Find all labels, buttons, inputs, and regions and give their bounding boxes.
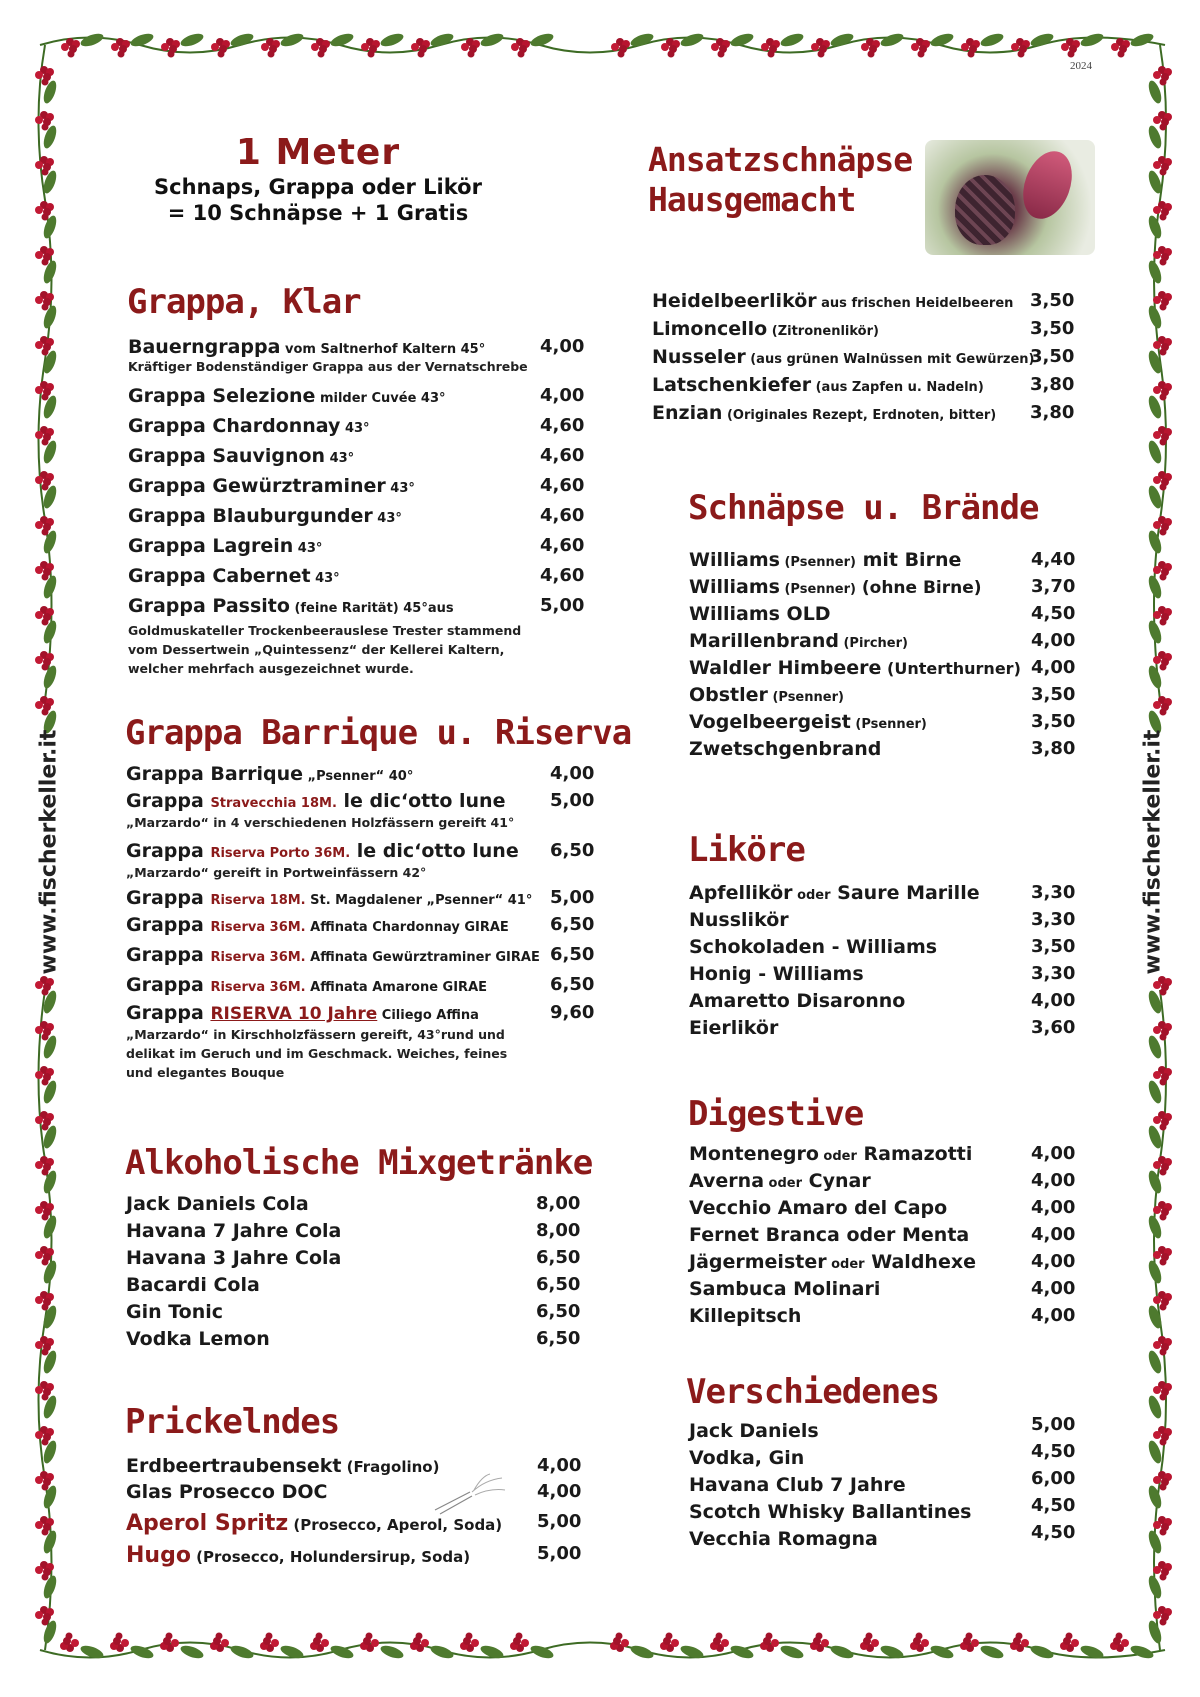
menu-row xyxy=(126,1247,596,1274)
section-title-ansatz xyxy=(648,140,912,220)
grape-cluster-icon xyxy=(260,1633,279,1653)
item-name: Grappa Passito xyxy=(128,595,290,617)
grape-cluster-icon xyxy=(1153,696,1172,716)
menu-row: Honig - Williams 3,30 xyxy=(689,963,1076,985)
item-name: Havana 3 Jahre Cola xyxy=(126,1247,342,1269)
menu-row: Grappa RISERVA 10 Jahre Ciliego Affina 9,60 xyxy=(126,1002,595,1024)
grape-cluster-icon xyxy=(210,1633,229,1653)
section-title-grappa-klar: Grappa, Klar xyxy=(127,282,361,322)
website-left: www.fischerkeller.it xyxy=(36,729,62,975)
item-name: Bauerngrappa xyxy=(128,336,281,358)
vine-leaf-icon xyxy=(779,1643,805,1661)
grape-cluster-icon xyxy=(1153,111,1172,131)
item-price: 4,60 xyxy=(540,565,585,586)
section-title-prickelndes: Prickelndes xyxy=(125,1402,340,1442)
vine-leaf-icon xyxy=(379,1643,405,1661)
grape-cluster-icon xyxy=(410,1633,429,1653)
item-price: 4,40 xyxy=(1031,549,1076,570)
item-name: Grappa Cabernet xyxy=(128,565,311,587)
grape-cluster-icon xyxy=(61,38,80,58)
menu-row xyxy=(126,1301,596,1328)
menu-row: Grappa Riserva 18M. St. Magdalener „Psenner“ 41° 5,00 xyxy=(126,887,595,909)
vine-leaf-icon xyxy=(979,1643,1005,1661)
menu-row xyxy=(128,565,588,595)
menu-row xyxy=(689,1441,1089,1468)
item-price: 5,00 xyxy=(550,790,595,811)
menu-row xyxy=(128,475,588,505)
vine-leaf-icon xyxy=(1029,1643,1055,1661)
digestive-list xyxy=(689,1143,1089,1332)
grape-cluster-icon xyxy=(1153,1381,1172,1401)
item-detail: 43° xyxy=(340,421,370,436)
item-price: 4,50 xyxy=(1031,1495,1076,1516)
grape-cluster-icon xyxy=(1153,201,1172,221)
vine-leaf-icon xyxy=(179,31,205,49)
item-price: 8,00 xyxy=(536,1193,581,1214)
grape-cluster-icon xyxy=(1061,38,1080,58)
item-price: 4,60 xyxy=(540,445,585,466)
menu-row: Enzian (Originales Rezept, Erdnoten, bitter) 3,80 xyxy=(652,402,1075,424)
menu-row xyxy=(128,385,588,415)
item-price: 4,00 xyxy=(537,1455,582,1476)
menu-row: Heidelbeerlikör aus frischen Heidelbeeren 3,50 xyxy=(652,290,1075,312)
promo-title: 1 Meter xyxy=(235,132,401,173)
item-price: 4,60 xyxy=(540,415,585,436)
grape-cluster-icon xyxy=(160,1633,179,1653)
item-price: 9,60 xyxy=(550,1002,595,1023)
item-price: 6,50 xyxy=(550,974,595,995)
schnaepse-list xyxy=(689,549,1089,765)
grape-cluster-icon xyxy=(1153,381,1172,401)
grape-cluster-icon xyxy=(661,38,680,58)
vine-leaf-icon xyxy=(129,1643,155,1661)
grape-cluster-icon xyxy=(1153,606,1172,626)
verschiedenes-list xyxy=(689,1414,1089,1549)
vine-leaf-icon xyxy=(979,31,1005,49)
section-title-grappa-barrique: Grappa Barrique u. Riserva xyxy=(125,713,632,753)
item-price: 6,50 xyxy=(536,1328,581,1349)
grape-cluster-icon xyxy=(1111,38,1130,58)
grape-cluster-icon xyxy=(211,38,230,58)
item-name: Aperol Spritz xyxy=(126,1511,289,1536)
vine-leaf-icon xyxy=(679,31,705,49)
vine-leaf-icon xyxy=(779,31,805,49)
menu-row xyxy=(128,415,588,445)
menu-row: Nusseler (aus grünen Walnüssen mit Gewürzen) 3,50 xyxy=(652,346,1075,368)
item-price: 3,30 xyxy=(1031,963,1076,984)
item-detail: 43° xyxy=(372,511,402,526)
item-price: 6,50 xyxy=(550,914,595,935)
grape-cluster-icon xyxy=(311,38,330,58)
vine-leaf-icon xyxy=(629,1643,655,1661)
item-name: Havana 7 Jahre Cola xyxy=(126,1220,342,1242)
menu-row: Grappa Barrique „Psenner“ 40° 4,00 xyxy=(126,763,595,785)
grape-cluster-icon xyxy=(1153,1246,1172,1266)
vine-leaf-icon xyxy=(1129,1643,1155,1661)
menu-row: Obstler (Psenner) 3,50 xyxy=(689,684,1076,706)
grape-cluster-icon xyxy=(1153,1111,1172,1131)
item-name: Jack Daniels Cola xyxy=(126,1193,309,1215)
item-price: 6,50 xyxy=(550,944,595,965)
vine-leaf-icon xyxy=(829,1643,855,1661)
item-name: Grappa Lagrein xyxy=(128,535,294,557)
promo-block xyxy=(120,132,516,225)
promo-line-1: Schnaps, Grappa oder Likör xyxy=(154,175,482,199)
menu-row: Grappa Riserva 36M. Affinata Gewürztraminer GIRAE 6,50 xyxy=(126,944,595,966)
grape-cluster-icon xyxy=(911,38,930,58)
menu-row: Grappa Stravecchia 18M. le dic‘otto lune 5,00 xyxy=(126,790,595,812)
menu-row: Grappa Riserva 36M. Affinata Amarone GIRAE 6,50 xyxy=(126,974,595,996)
item-price: 3,50 xyxy=(1030,318,1075,339)
item-price: 3,30 xyxy=(1031,882,1076,903)
menu-row: Waldler Himbeere (Unterthurner) 4,00 xyxy=(689,657,1076,679)
item-price: 4,50 xyxy=(1031,1441,1076,1462)
grape-cluster-icon xyxy=(710,1633,729,1653)
vine-leaf-icon xyxy=(79,31,105,49)
grape-cluster-icon xyxy=(1153,976,1172,996)
item-price: 6,50 xyxy=(536,1247,581,1268)
menu-row: Killepitsch 4,00 xyxy=(689,1305,1076,1327)
menu-row: Williams (Psenner) (ohne Birne) 3,70 xyxy=(689,576,1076,598)
item-name: Glas Prosecco DOC xyxy=(126,1481,328,1503)
menu-row: Grappa Riserva 36M. Affinata Chardonnay GIRAE 6,50 xyxy=(126,914,595,936)
website-right: www.fischerkeller.it xyxy=(1140,729,1166,975)
menu-row xyxy=(689,1414,1089,1441)
grape-cluster-icon xyxy=(1153,1561,1172,1581)
item-price: 6,50 xyxy=(536,1274,581,1295)
item-price: 5,00 xyxy=(540,595,585,616)
item-price: 4,00 xyxy=(1031,1143,1076,1164)
grape-cluster-icon xyxy=(810,1633,829,1653)
item-price: 4,00 xyxy=(1031,1197,1076,1218)
menu-row xyxy=(126,1274,596,1301)
item-price: 3,50 xyxy=(1031,684,1076,705)
grape-cluster-icon xyxy=(1153,1426,1172,1446)
menu-row xyxy=(126,1328,596,1355)
item-price: 5,00 xyxy=(550,887,595,908)
grape-cluster-icon xyxy=(811,38,830,58)
grape-cluster-icon xyxy=(1153,1336,1172,1356)
vine-leaf-icon xyxy=(1129,31,1155,49)
item-price: 8,00 xyxy=(536,1220,581,1241)
item-detail: 43° xyxy=(310,571,340,586)
item-price: 4,50 xyxy=(1031,1522,1076,1543)
item-price: 4,00 xyxy=(1031,1170,1076,1191)
menu-row: Vecchio Amaro del Capo 4,00 xyxy=(689,1197,1076,1219)
grape-cluster-icon xyxy=(360,1633,379,1653)
item-price: 3,50 xyxy=(1031,711,1076,732)
item-price: 5,00 xyxy=(537,1511,582,1532)
grape-cluster-icon xyxy=(1153,1021,1172,1041)
item-note: Kräftiger Bodenständiger Grappa aus der Vernatschrebe xyxy=(128,359,528,374)
item-name: Hugo xyxy=(126,1543,191,1568)
menu-row: Vogelbeergeist (Psenner) 3,50 xyxy=(689,711,1076,733)
item-note: „Marzardo“ in Kirschholzfässern gereift, 43°rund und delikat im Geruch und im Geschmack. Weiches, feines und elegantes Bouque xyxy=(126,1027,508,1080)
vine-leaf-icon xyxy=(879,31,905,49)
item-price: 4,00 xyxy=(550,763,595,784)
menu-row xyxy=(128,595,588,621)
item-price: 4,00 xyxy=(1031,1305,1076,1326)
item-price: 4,60 xyxy=(540,475,585,496)
year-label: 2024 xyxy=(1070,60,1092,72)
vine-leaf-icon xyxy=(279,31,305,49)
menu-row: Zwetschgenbrand 3,80 xyxy=(689,738,1076,760)
grape-cluster-icon xyxy=(1153,66,1172,86)
grape-cluster-icon xyxy=(660,1633,679,1653)
menu-row: Aperol Spritz (Prosecco, Aperol, Soda) 5,00 xyxy=(126,1511,582,1536)
item-name: Grappa Gewürztraminer xyxy=(128,475,386,497)
item-price: 5,00 xyxy=(1031,1414,1076,1435)
menu-row: Erdbeertraubensekt (Fragolino) 4,00 xyxy=(126,1455,582,1477)
item-name: Latschenkiefer xyxy=(652,374,812,396)
grape-cluster-icon xyxy=(1110,1633,1129,1653)
grappa-klar-list xyxy=(128,336,588,678)
section-title-verschiedenes: Verschiedenes xyxy=(686,1372,940,1412)
vine-leaf-icon xyxy=(729,1643,755,1661)
item-price: 3,30 xyxy=(1031,909,1076,930)
pine-cone-photo xyxy=(925,140,1095,255)
item-price: 4,00 xyxy=(1031,1278,1076,1299)
likoere-list xyxy=(689,882,1089,1044)
item-price: 4,00 xyxy=(1031,657,1076,678)
item-price: 4,00 xyxy=(540,385,585,406)
mix-list xyxy=(126,1193,596,1355)
grape-cluster-icon xyxy=(461,38,480,58)
grape-cluster-icon xyxy=(1153,291,1172,311)
grape-cluster-icon xyxy=(1153,471,1172,491)
item-detail: (feine Rarität) 45°aus xyxy=(289,601,454,616)
menu-row: Grappa Riserva Porto 36M. le dic‘otto lune 6,50 xyxy=(126,840,595,862)
grape-cluster-icon xyxy=(1153,516,1172,536)
item-note: „Marzardo“ in 4 verschiedenen Holzfässern gereift 41° xyxy=(126,815,515,830)
vine-leaf-icon xyxy=(429,1643,455,1661)
menu-row: Williams (Psenner) mit Birne 4,40 xyxy=(689,549,1076,571)
section-title-digestive: Digestive xyxy=(688,1094,864,1134)
item-name: Vodka Lemon xyxy=(126,1328,270,1350)
item-price: 3,80 xyxy=(1030,402,1075,423)
menu-row xyxy=(689,1522,1089,1549)
item-note: Goldmuskateller Trockenbeerauslese Trester stammend vom Dessertwein „Quintessenz“ der Kellerei Kaltern, welcher mehrfach ausgezeichnet wurde. xyxy=(128,623,522,676)
vine-leaf-icon xyxy=(379,31,405,49)
menu-row: Nusslikör 3,30 xyxy=(689,909,1076,931)
grape-cluster-icon xyxy=(261,38,280,58)
menu-row xyxy=(689,1468,1089,1495)
grape-cluster-icon xyxy=(910,1633,929,1653)
section-title-schnaepse: Schnäpse u. Brände xyxy=(688,488,1039,528)
item-price: 4,00 xyxy=(540,336,585,357)
item-price: 4,60 xyxy=(540,505,585,526)
grape-cluster-icon xyxy=(611,38,630,58)
grape-cluster-icon xyxy=(1010,1633,1029,1653)
vine-leaf-icon xyxy=(479,31,505,49)
menu-row: Amaretto Disaronno 4,00 xyxy=(689,990,1076,1012)
ansatz-list xyxy=(652,290,1082,430)
item-name: Heidelbeerlikör xyxy=(652,290,817,312)
grape-cluster-icon xyxy=(1060,1633,1079,1653)
menu-row: Hugo (Prosecco, Holundersirup, Soda) 5,00 xyxy=(126,1543,582,1568)
grape-cluster-icon xyxy=(111,38,130,58)
grape-cluster-icon xyxy=(161,38,180,58)
item-name: Grappa Chardonnay xyxy=(128,415,341,437)
prickelndes-list xyxy=(126,1455,596,1570)
menu-row: Schokoladen - Williams 3,50 xyxy=(689,936,1076,958)
vine-leaf-icon xyxy=(229,1643,255,1661)
item-price: 3,80 xyxy=(1031,738,1076,759)
item-price: 4,50 xyxy=(1031,603,1076,624)
menu-row xyxy=(126,1481,596,1511)
menu-row xyxy=(128,445,588,475)
grape-cluster-icon xyxy=(511,38,530,58)
grape-cluster-icon xyxy=(1153,1471,1172,1491)
item-price: 5,00 xyxy=(537,1543,582,1564)
item-price: 4,00 xyxy=(537,1481,582,1502)
menu-row: Latschenkiefer (aus Zapfen u. Nadeln) 3,80 xyxy=(652,374,1075,396)
grape-cluster-icon xyxy=(711,38,730,58)
grape-cluster-icon xyxy=(760,1633,779,1653)
item-name: Gin Tonic xyxy=(126,1301,224,1323)
menu-row: Fernet Branca oder Menta 4,00 xyxy=(689,1224,1076,1246)
menu-row: Sambuca Molinari 4,00 xyxy=(689,1278,1076,1300)
grape-cluster-icon xyxy=(861,38,880,58)
item-detail: milder Cuvée 43° xyxy=(315,391,446,406)
menu-row: Limoncello (Zitronenlikör) 3,50 xyxy=(652,318,1075,340)
item-price: 4,00 xyxy=(1031,1251,1076,1272)
grape-cluster-icon xyxy=(1153,426,1172,446)
item-price: 6,00 xyxy=(1031,1468,1076,1489)
item-name: Enzian xyxy=(652,402,723,424)
vine-leaf-icon xyxy=(179,1643,205,1661)
item-detail: vom Saltnerhof Kaltern 45° xyxy=(280,342,486,357)
menu-row xyxy=(128,336,588,363)
menu-row: Eierlikör 3,60 xyxy=(689,1017,1076,1039)
item-name: Jack Daniels xyxy=(689,1420,819,1442)
item-price: 6,50 xyxy=(536,1301,581,1322)
menu-row: Jägermeister oder Waldhexe 4,00 xyxy=(689,1251,1076,1273)
item-note: „Marzardo“ gereift in Portweinfässern 42° xyxy=(126,865,427,880)
menu-row: Williams OLD 4,50 xyxy=(689,603,1076,625)
promo-line-2: = 10 Schnäpse + 1 Gratis xyxy=(167,201,469,225)
ansatz-title-2: Hausgemacht xyxy=(648,180,856,219)
grape-cluster-icon xyxy=(361,38,380,58)
item-name: Vecchia Romagna xyxy=(689,1528,878,1550)
grape-cluster-icon xyxy=(460,1633,479,1653)
menu-row: Marillenbrand (Pircher) 4,00 xyxy=(689,630,1076,652)
menu-row: Montenegro oder Ramazotti 4,00 xyxy=(689,1143,1076,1165)
section-title-likoere: Liköre xyxy=(688,830,805,870)
grape-cluster-icon xyxy=(1153,156,1172,176)
grape-cluster-icon xyxy=(1153,1066,1172,1086)
item-name: Limoncello xyxy=(652,318,768,340)
item-price: 3,50 xyxy=(1030,346,1075,367)
item-price: 3,60 xyxy=(1031,1017,1076,1038)
menu-row: Averna oder Cynar 4,00 xyxy=(689,1170,1076,1192)
menu-row xyxy=(128,505,588,535)
sparkle-bottle-icon xyxy=(430,1470,510,1520)
grape-cluster-icon xyxy=(610,1633,629,1653)
menu-row xyxy=(689,1495,1089,1522)
grape-cluster-icon xyxy=(310,1633,329,1653)
grape-cluster-icon xyxy=(1153,336,1172,356)
menu-row xyxy=(126,1193,596,1220)
item-name: Grappa Blauburgunder xyxy=(128,505,373,527)
menu-row xyxy=(126,1220,596,1247)
item-detail: 43° xyxy=(293,541,323,556)
grape-cluster-icon xyxy=(110,1633,129,1653)
item-name: Havana Club 7 Jahre xyxy=(689,1474,906,1496)
item-name: Bacardi Cola xyxy=(126,1274,260,1296)
menu-row xyxy=(128,535,588,565)
item-price: 3,80 xyxy=(1030,374,1075,395)
grape-cluster-icon xyxy=(1011,38,1030,58)
vine-leaf-icon xyxy=(929,1643,955,1661)
item-price: 4,60 xyxy=(540,535,585,556)
grape-cluster-icon xyxy=(60,1633,79,1653)
item-price: 4,00 xyxy=(1031,990,1076,1011)
item-name: Vodka, Gin xyxy=(689,1447,805,1469)
item-price: 4,00 xyxy=(1031,1224,1076,1245)
grape-cluster-icon xyxy=(960,1633,979,1653)
item-name: Nusseler xyxy=(652,346,746,368)
item-name: Erdbeertraubensekt xyxy=(126,1455,342,1477)
item-name: Scotch Whisky Ballantines xyxy=(689,1501,972,1523)
section-title-mix: Alkoholische Mixgetränke xyxy=(125,1143,593,1183)
item-detail: 43° xyxy=(385,481,415,496)
item-name: Grappa Sauvignon xyxy=(128,445,326,467)
item-price: 6,50 xyxy=(550,840,595,861)
grape-cluster-icon xyxy=(761,38,780,58)
grappa-barrique-list xyxy=(126,763,596,1082)
menu-row: Apfellikör oder Saure Marille 3,30 xyxy=(689,882,1076,904)
grape-cluster-icon xyxy=(961,38,980,58)
vine-leaf-icon xyxy=(529,1643,555,1661)
grape-cluster-icon xyxy=(860,1633,879,1653)
ansatz-title-1: Ansatzschnäpse xyxy=(648,140,913,179)
grape-cluster-icon xyxy=(1153,1156,1172,1176)
item-price: 4,00 xyxy=(1031,630,1076,651)
item-price: 3,70 xyxy=(1031,576,1076,597)
grape-cluster-icon xyxy=(510,1633,529,1653)
item-price: 3,50 xyxy=(1031,936,1076,957)
item-detail: 43° xyxy=(325,451,355,466)
item-name: Grappa Selezione xyxy=(128,385,316,407)
vine-leaf-icon xyxy=(329,1643,355,1661)
item-price: 3,50 xyxy=(1030,290,1075,311)
vine-leaf-icon xyxy=(1079,31,1105,49)
grape-cluster-icon xyxy=(411,38,430,58)
